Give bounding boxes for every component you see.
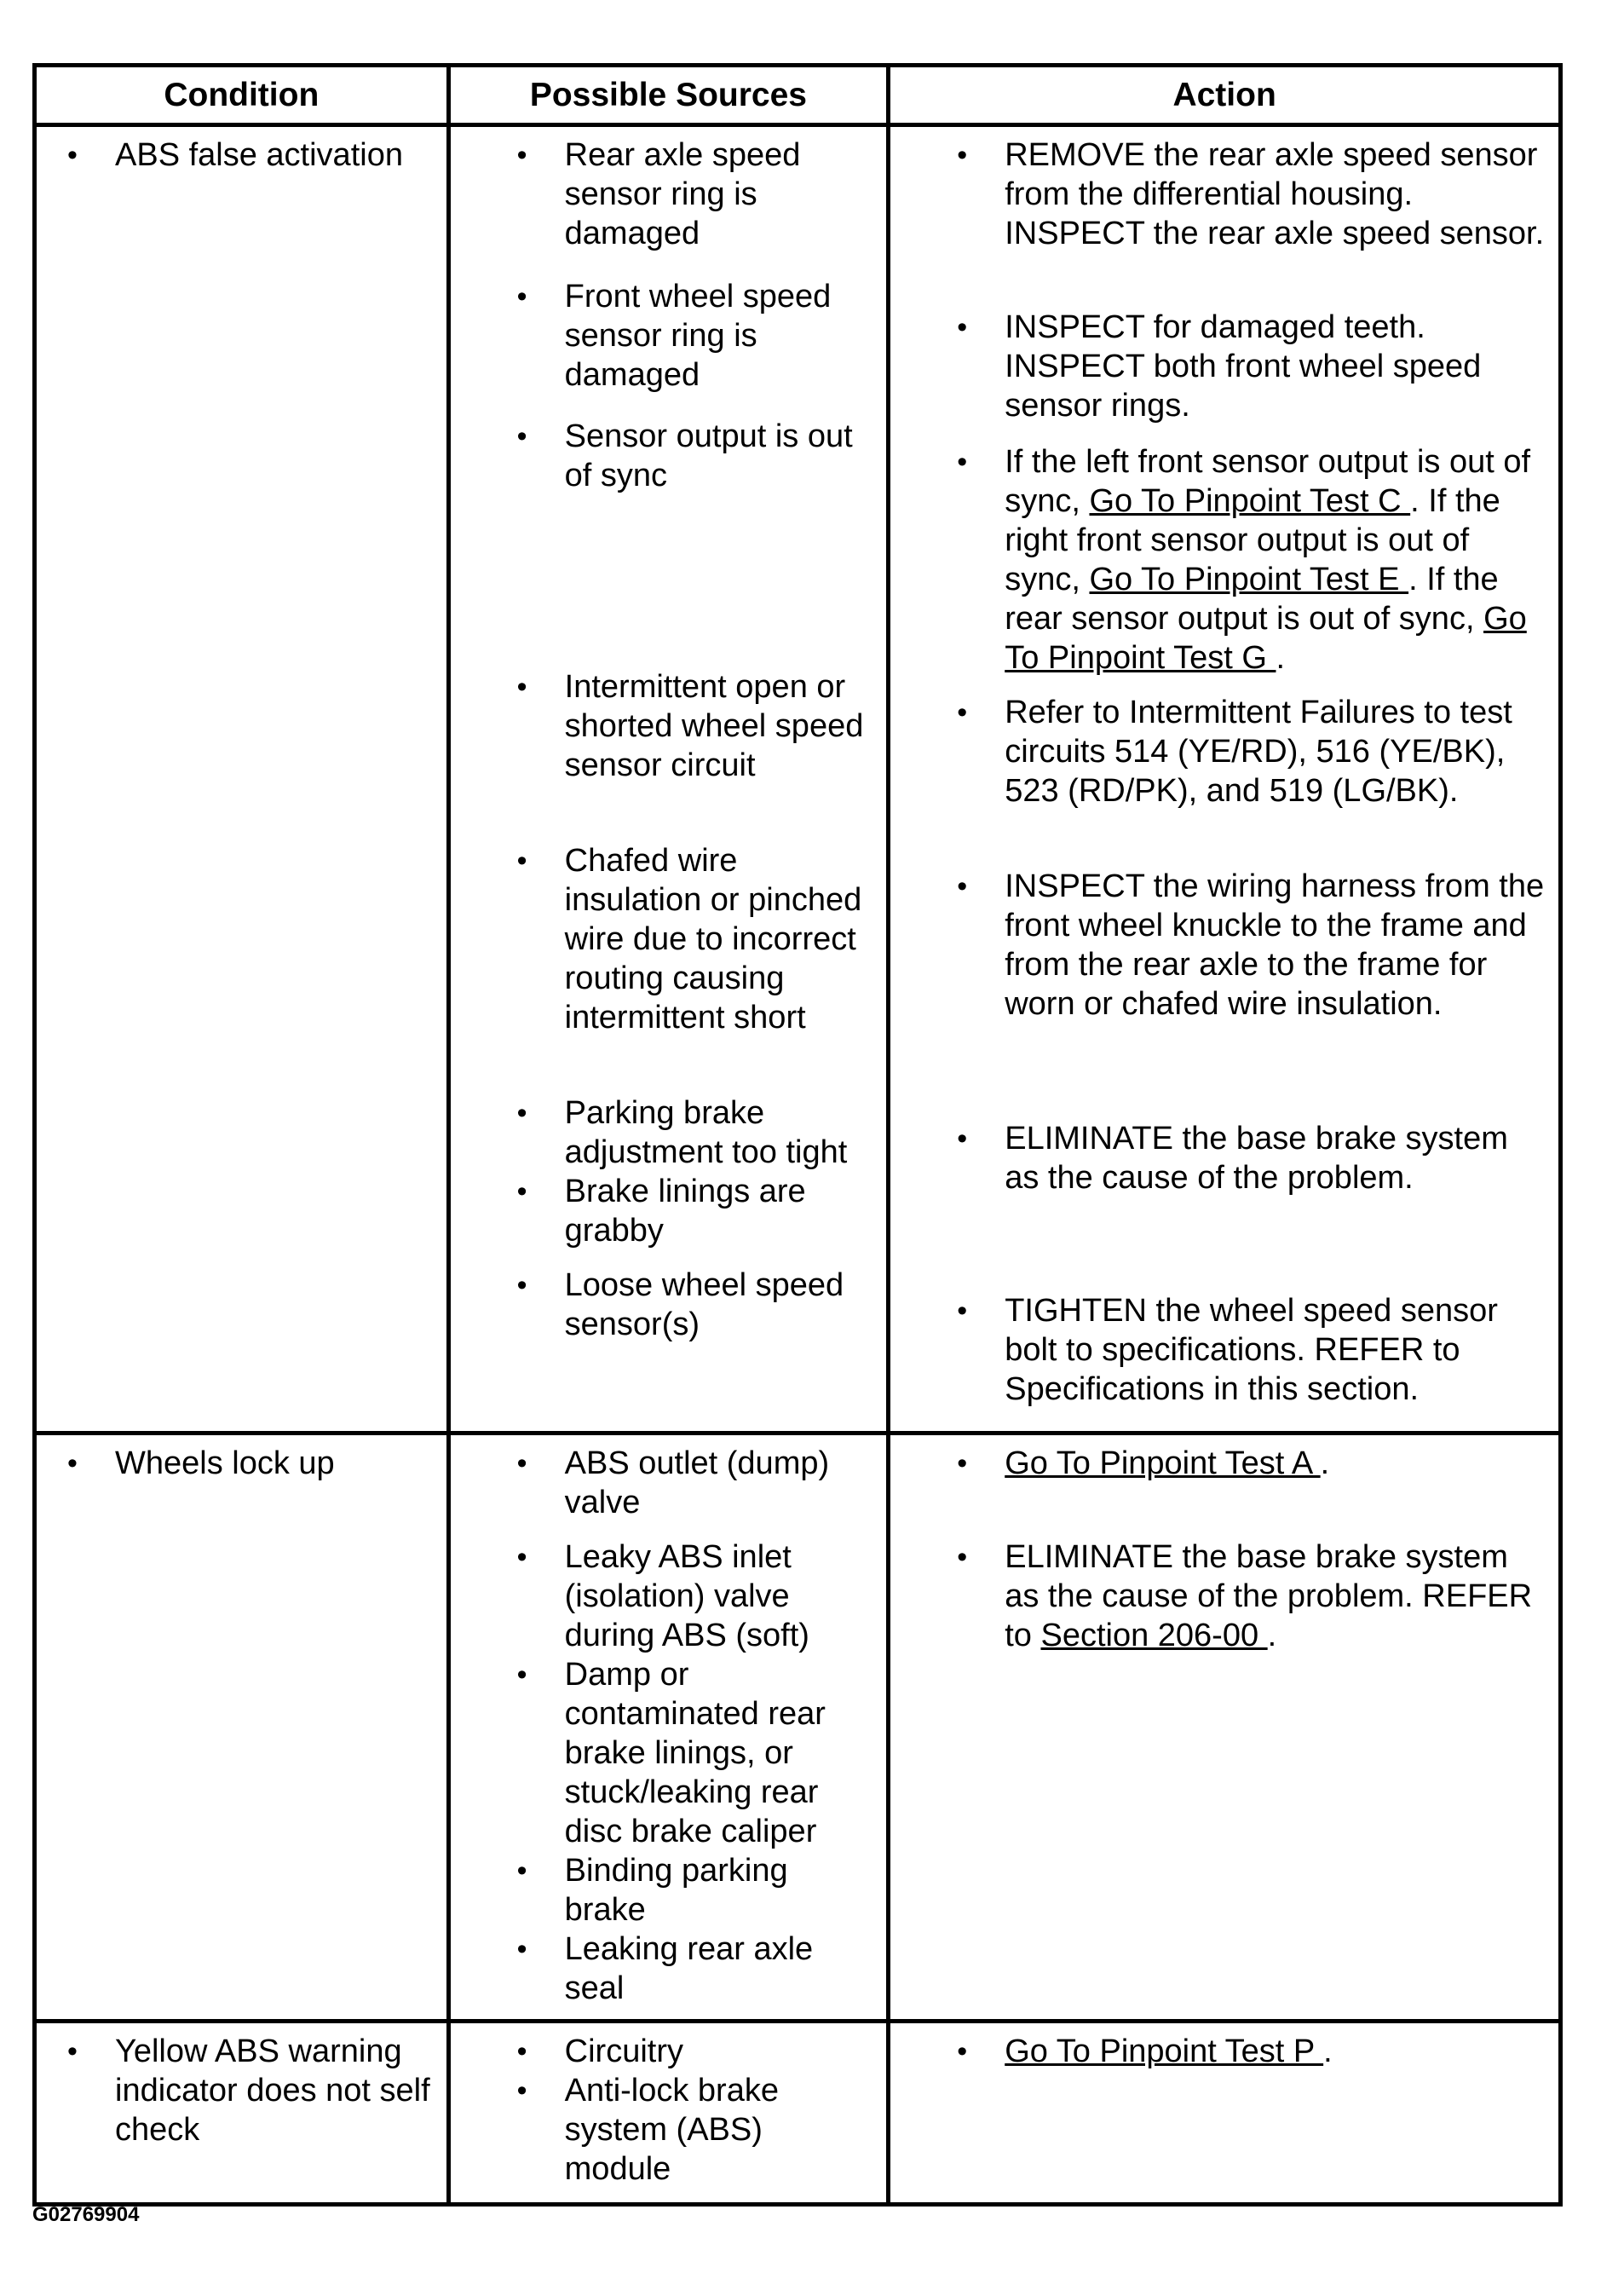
pinpoint-test-link[interactable]: Go To Pinpoint Test P (1005, 2034, 1324, 2069)
source-item: • Leaking rear axle seal (516, 1931, 814, 2006)
action-text: . If the rear sensor output is out of sync, (1005, 562, 1499, 637)
header-condition: Condition (37, 67, 451, 123)
source-item: • Anti-lock brake system (ABS) module (516, 2073, 779, 2187)
bullet-icon: • (516, 1855, 527, 1887)
bullet-icon: • (957, 311, 968, 343)
bullet-icon: • (516, 1175, 527, 1208)
bullet-icon: • (516, 2035, 527, 2068)
condition-item: • Yellow ABS warning indicator does not self check (67, 2034, 430, 2148)
pinpoint-test-link[interactable]: Go To Pinpoint Test G (1005, 601, 1527, 676)
condition-item: • ABS false activation (67, 137, 403, 173)
actions-cell (890, 2023, 1558, 2202)
bullet-icon: • (516, 1447, 527, 1480)
bullet-icon: • (67, 2035, 78, 2068)
action-text: . (1320, 1445, 1330, 1481)
condition-cell (37, 2023, 451, 2202)
bullet-icon: • (957, 1541, 968, 1573)
bullet-icon: • (67, 1447, 78, 1480)
source-item: • Rear axle speed sensor ring is damaged (516, 137, 801, 251)
bullet-icon: • (516, 1541, 527, 1573)
action-text: TIGHTEN the wheel speed sensor bolt to specifications. REFER to Specifications in this section. (1005, 1293, 1498, 1407)
source-item: • Damp or contaminated rear brake linings, or stuck/leaking rear disc brake caliper (516, 1657, 826, 1849)
source-item: • Brake linings are grabby (516, 1174, 806, 1249)
bullet-icon: • (516, 1933, 527, 1965)
action-item (890, 867, 1548, 1119)
bullet-icon: • (957, 870, 968, 903)
condition-cell (37, 1435, 451, 2019)
action-item (890, 1119, 1548, 1291)
bullet-icon: • (957, 1447, 968, 1480)
source-item: • Circuitry (516, 2034, 683, 2069)
header-action: Action (1172, 76, 1276, 113)
bullet-icon: • (516, 1269, 527, 1301)
source-item: • Loose wheel speed sensor(s) (516, 1267, 844, 1342)
pinpoint-test-link[interactable]: Go To Pinpoint Test C (1089, 483, 1411, 519)
source-item: • Intermittent open or shorted wheel speed sensor circuit (516, 669, 864, 783)
source-item: • Parking brake adjustment too tight (516, 1095, 848, 1170)
action-item (890, 693, 1548, 867)
action-text: ELIMINATE the base brake system as the cause of the problem. (1005, 1121, 1508, 1196)
condition-cell (37, 127, 451, 1431)
bullet-icon: • (957, 1295, 968, 1327)
bullet-icon: • (516, 1097, 527, 1129)
action-item (890, 1444, 1548, 1537)
action-text: . (1267, 1618, 1277, 1653)
action-text: If the left front sensor output is out of sync, (1005, 444, 1531, 519)
table-row (37, 2023, 1558, 2202)
header-possible-sources: Possible Sources (451, 67, 891, 123)
table-header-row (37, 67, 1558, 127)
bullet-icon: • (516, 845, 527, 877)
action-text: . (1323, 2034, 1333, 2069)
table-row (37, 1435, 1558, 2023)
diagnosis-table (32, 63, 1563, 2207)
pinpoint-test-link[interactable]: Section 206-00 (1040, 1618, 1268, 1653)
source-item: • Front wheel speed sensor ring is damaged (516, 279, 832, 393)
action-text: INSPECT for damaged teeth. INSPECT both front wheel speed sensor rings. (1005, 309, 1482, 424)
sources-cell (451, 1435, 891, 2019)
action-item (890, 442, 1548, 693)
action-text: . (1276, 640, 1286, 676)
figure-id: G02769904 (32, 2203, 140, 2226)
table-row (37, 127, 1558, 1435)
source-item: • Sensor output is out of sync (516, 418, 853, 493)
action-item (890, 1291, 1548, 1409)
bullet-icon: • (67, 139, 78, 171)
pinpoint-test-link[interactable]: Go To Pinpoint Test A (1005, 1445, 1321, 1481)
action-text: INSPECT the wiring harness from the front wheel knuckle to the frame and from the rear axle to the frame for worn or chafed wire insulation. (1005, 868, 1545, 1022)
action-item (890, 136, 1548, 308)
bullet-icon: • (957, 1122, 968, 1155)
actions-cell (890, 1435, 1558, 2019)
bullet-icon: • (957, 139, 968, 171)
action-text: ELIMINATE the base brake system as the cause of the problem. REFER to (1005, 1539, 1533, 1653)
source-item: • Chafed wire insulation or pinched wire due to incorrect routing causing intermittent short (516, 843, 862, 1036)
bullet-icon: • (516, 1659, 527, 1691)
action-item (890, 308, 1548, 442)
action-text: Refer to Intermittent Failures to test circuits 514 (YE/RD), 516 (YE/BK), 523 (RD/PK), and 519 (LG/BK). (1005, 695, 1512, 809)
sources-cell (451, 127, 891, 1431)
bullet-icon: • (957, 696, 968, 729)
action-text: REMOVE the rear axle speed sensor from the differential housing. INSPECT the rear axle speed sensor. (1005, 137, 1545, 251)
actions-cell (890, 127, 1558, 1431)
condition-item: • Wheels lock up (67, 1445, 335, 1481)
bullet-icon: • (516, 2074, 527, 2107)
source-item: • Binding parking brake (516, 1853, 788, 1928)
source-item: • ABS outlet (dump) valve (516, 1445, 830, 1520)
sources-cell (451, 2023, 891, 2202)
bullet-icon: • (516, 280, 527, 313)
bullet-icon: • (516, 139, 527, 171)
bullet-icon: • (957, 446, 968, 478)
action-item (890, 1537, 1548, 1655)
action-text: . If the right front sensor output is out of sync, (1005, 483, 1500, 597)
bullet-icon: • (516, 671, 527, 703)
pinpoint-test-link[interactable]: Go To Pinpoint Test E (1089, 562, 1409, 597)
bullet-icon: • (957, 2035, 968, 2068)
action-item (890, 2032, 1548, 2071)
bullet-icon: • (516, 420, 527, 453)
source-item: • Leaky ABS inlet (isolation) valve during ABS (soft) (516, 1539, 809, 1653)
